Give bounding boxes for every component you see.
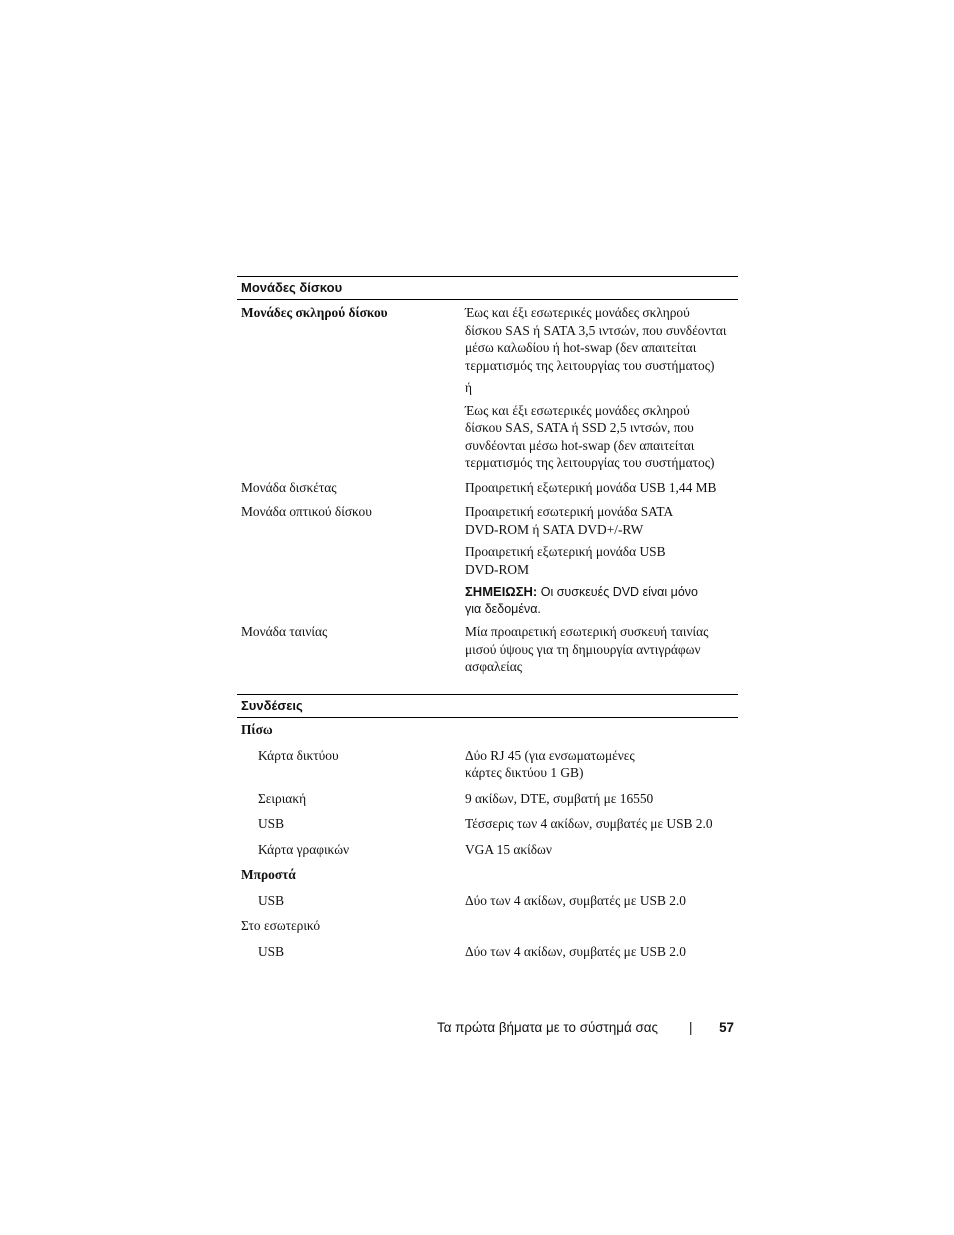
note-text-cont: για δεδομένα. <box>465 602 541 616</box>
hdd-option1-line: δίσκου SAS ή SATA 3,5 ιντσών, που συνδέονται <box>465 322 727 338</box>
hdd-row <box>237 304 738 472</box>
hdd-option2-line: τερματισμός της λειτουργίας του συστήματος) <box>465 455 715 470</box>
floppy-row <box>237 479 738 497</box>
hdd-option2-line: Έως και έξι εσωτερικές μονάδες σκληρού <box>465 402 690 418</box>
hdd-option1-line: Έως και έξι εσωτερικές μονάδες σκληρού <box>465 305 690 320</box>
video-value: VGA 15 ακίδων <box>465 841 552 857</box>
footer-title: Τα πρώτα βήματα με το σύστημά σας <box>437 1020 658 1035</box>
hdd-label: Μονάδες σκληρού δίσκου <box>241 305 388 320</box>
hdd-option1-line: μέσω καλωδίου ή hot-swap (δεν απαιτείται <box>465 340 697 355</box>
hdd-or: ή <box>465 380 473 395</box>
hdd-option2-line: δίσκου SAS, SATA ή SSD 2,5 ιντσών, που <box>465 420 694 435</box>
video-label: Κάρτα γραφικών <box>258 841 350 857</box>
front-label: Μπροστά <box>241 867 296 882</box>
dvd-note <box>465 583 738 618</box>
drives-section-title: Μονάδες δίσκου <box>237 276 738 300</box>
floppy-value: Προαιρετική εξωτερική μονάδα USB 1,44 MB <box>465 479 717 495</box>
hdd-option1-line: τερματισμός της λειτουργίας του συστήματος) <box>465 357 715 373</box>
tape-value-line: ασφαλείας <box>465 659 523 674</box>
footer-separator: | <box>689 1020 693 1035</box>
serial-value: 9 ακίδων, DTE, συμβατή με 16550 <box>465 790 654 806</box>
internal-row <box>237 917 738 935</box>
usb-front-label: USB <box>258 892 285 908</box>
optical-value1-line: Προαιρετική εσωτερική μονάδα SATA <box>465 504 674 519</box>
front-row <box>237 866 738 884</box>
usb-back-label: USB <box>258 816 285 831</box>
tape-row <box>237 623 738 676</box>
usb-internal-value: Δύο των 4 ακίδων, συμβατές με USB 2.0 <box>465 943 686 959</box>
usb-front-row <box>237 892 738 910</box>
nic-value-line: Δύο RJ 45 (για ενσωματωμένες <box>465 747 635 763</box>
connectors-section-title: Συνδέσεις <box>237 694 738 718</box>
usb-front-value: Δύο των 4 ακίδων, συμβατές με USB 2.0 <box>465 892 686 908</box>
nic-row <box>237 747 738 782</box>
drives-section <box>237 276 738 676</box>
internal-label: Στο εσωτερικό <box>241 918 321 933</box>
hdd-value <box>465 304 738 472</box>
optical-label: Μονάδα οπτικού δίσκου <box>241 504 372 519</box>
connectors-section <box>237 694 738 960</box>
back-row <box>237 721 738 739</box>
nic-label: Κάρτα δικτύου <box>258 747 339 763</box>
optical-value2-line: DVD-ROM <box>465 561 529 577</box>
usb-back-value: Τέσσερις των 4 ακίδων, συμβατές με USB 2.0 <box>465 816 713 831</box>
page-number: 57 <box>719 1020 734 1035</box>
tape-value-line: Μία προαιρετική εσωτερική συσκευή ταινίας <box>465 624 709 639</box>
back-label: Πίσω <box>241 722 273 737</box>
serial-label: Σειριακή <box>258 790 307 806</box>
hdd-option2-line: συνδέονται μέσω hot-swap (δεν απαιτείται <box>465 437 695 453</box>
usb-back-row <box>237 815 738 833</box>
optical-value1-line: DVD-ROM ή SATA DVD+/-RW <box>465 521 644 537</box>
tape-value-line: μισού ύψους για τη δημιουργία αντιγράφων <box>465 641 701 657</box>
note-label: ΣΗΜΕΙΩΣΗ: <box>465 584 538 599</box>
serial-row <box>237 790 738 808</box>
tape-value <box>465 623 738 676</box>
optical-value2-line: Προαιρετική εξωτερική μονάδα USB <box>465 544 666 559</box>
nic-value <box>465 747 738 782</box>
note-text: Οι συσκευές DVD είναι μόνο <box>537 585 698 599</box>
video-row <box>237 841 738 859</box>
optical-value <box>465 503 738 618</box>
nic-value-line: κάρτες δικτύου 1 GB) <box>465 765 584 780</box>
floppy-label: Μονάδα δισκέτας <box>241 479 337 495</box>
tape-label: Μονάδα ταινίας <box>241 624 328 639</box>
usb-internal-label: USB <box>258 943 285 959</box>
optical-row <box>237 503 738 618</box>
usb-internal-row <box>237 943 738 961</box>
